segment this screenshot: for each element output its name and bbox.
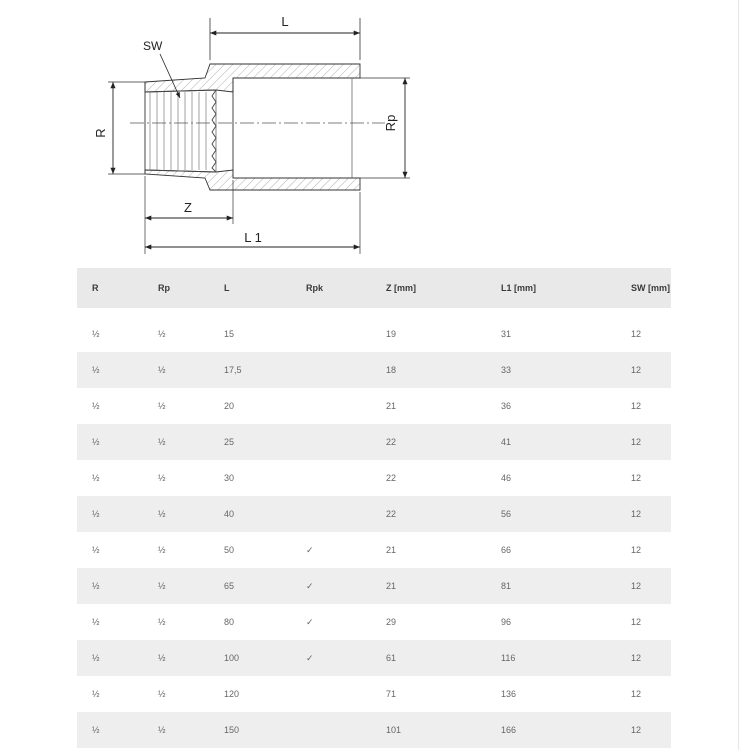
cell-l1: 136 — [486, 676, 616, 712]
cell-z: 22 — [371, 496, 486, 532]
cell-z: 19 — [371, 316, 486, 352]
cell-rpk: ✓ — [291, 532, 371, 568]
label-wrench: SW — [143, 39, 163, 53]
cell-rpk — [291, 712, 371, 748]
cell-z: 22 — [371, 460, 486, 496]
cell-sw: 12 — [616, 532, 671, 568]
cell-l: 100 — [209, 640, 291, 676]
cell-rpk — [291, 496, 371, 532]
cell-l: 17,5 — [209, 352, 291, 388]
cell-z: 18 — [371, 352, 486, 388]
cell-rp: ½ — [143, 568, 209, 604]
cell-l1: 66 — [486, 532, 616, 568]
table-row — [77, 532, 671, 568]
cell-r: ½ — [77, 352, 143, 388]
cell-l: 20 — [209, 388, 291, 424]
cell-rpk: ✓ — [291, 604, 371, 640]
cell-sw: 12 — [616, 604, 671, 640]
cell-r: ½ — [77, 316, 143, 352]
cell-l1: 31 — [486, 316, 616, 352]
header-sw: SW [mm] — [616, 268, 671, 308]
cell-l: 120 — [209, 676, 291, 712]
header-z: Z [mm] — [371, 268, 486, 308]
cell-l1: 56 — [486, 496, 616, 532]
cell-rpk: ✓ — [291, 640, 371, 676]
fitting-technical-drawing — [0, 0, 750, 262]
cell-z: 21 — [371, 532, 486, 568]
cell-rp: ½ — [143, 496, 209, 532]
cell-l1: 41 — [486, 424, 616, 460]
cell-l: 50 — [209, 532, 291, 568]
table-row — [77, 712, 671, 748]
dimensions-table — [77, 268, 671, 748]
cell-sw: 12 — [616, 352, 671, 388]
cell-sw: 12 — [616, 316, 671, 352]
cell-rp: ½ — [143, 352, 209, 388]
table-row — [77, 604, 671, 640]
header-l: L — [209, 268, 291, 308]
label-thread-outer: R — [93, 128, 108, 138]
cell-l1: 166 — [486, 712, 616, 748]
cell-r: ½ — [77, 604, 143, 640]
cell-rpk — [291, 424, 371, 460]
cell-sw: 12 — [616, 388, 671, 424]
cell-rpk — [291, 352, 371, 388]
cell-r: ½ — [77, 424, 143, 460]
cell-rp: ½ — [143, 388, 209, 424]
cell-l: 40 — [209, 496, 291, 532]
table-row — [77, 568, 671, 604]
cell-r: ½ — [77, 388, 143, 424]
header-r: R — [77, 268, 143, 308]
cell-l1: 81 — [486, 568, 616, 604]
cell-r: ½ — [77, 496, 143, 532]
cell-rp: ½ — [143, 532, 209, 568]
cell-rpk — [291, 676, 371, 712]
cell-z: 71 — [371, 676, 486, 712]
cell-rp: ½ — [143, 712, 209, 748]
table-header-row — [77, 268, 671, 308]
table-row — [77, 640, 671, 676]
cell-z: 21 — [371, 388, 486, 424]
table-row — [77, 496, 671, 532]
wall-bottom — [145, 170, 360, 190]
label-length: L — [281, 14, 289, 29]
cell-r: ½ — [77, 640, 143, 676]
cell-rp: ½ — [143, 316, 209, 352]
cell-rpk — [291, 316, 371, 352]
cell-l1: 33 — [486, 352, 616, 388]
table-row — [77, 352, 671, 388]
cell-rpk — [291, 388, 371, 424]
cell-l1: 46 — [486, 460, 616, 496]
cell-rp: ½ — [143, 424, 209, 460]
label-thread-inner: Rp — [383, 114, 398, 132]
table-row — [77, 460, 671, 496]
cell-l: 150 — [209, 712, 291, 748]
cell-z: 101 — [371, 712, 486, 748]
cell-r: ½ — [77, 568, 143, 604]
cell-l: 25 — [209, 424, 291, 460]
cell-l: 15 — [209, 316, 291, 352]
header-l1: L1 [mm] — [486, 268, 616, 308]
table-row — [77, 676, 671, 712]
cell-rp: ½ — [143, 460, 209, 496]
cell-z: 61 — [371, 640, 486, 676]
cell-l1: 116 — [486, 640, 616, 676]
cell-sw: 12 — [616, 640, 671, 676]
cell-l: 80 — [209, 604, 291, 640]
table-row — [77, 424, 671, 460]
cell-rpk: ✓ — [291, 568, 371, 604]
cell-sw: 12 — [616, 676, 671, 712]
cell-sw: 12 — [616, 712, 671, 748]
label-offset: Z — [184, 200, 192, 215]
cell-r: ½ — [77, 712, 143, 748]
label-total-length: L 1 — [244, 230, 262, 245]
cell-r: ½ — [77, 460, 143, 496]
cell-z: 22 — [371, 424, 486, 460]
cell-l: 65 — [209, 568, 291, 604]
header-rpk: Rpk — [291, 268, 371, 308]
thread-profile — [145, 90, 216, 172]
cell-r: ½ — [77, 532, 143, 568]
cell-sw: 12 — [616, 496, 671, 532]
cell-sw: 12 — [616, 460, 671, 496]
cell-rp: ½ — [143, 640, 209, 676]
cell-l: 30 — [209, 460, 291, 496]
cell-sw: 12 — [616, 424, 671, 460]
table-row — [77, 388, 671, 424]
cell-rp: ½ — [143, 604, 209, 640]
cell-sw: 12 — [616, 568, 671, 604]
cell-rpk — [291, 460, 371, 496]
cell-r: ½ — [77, 676, 143, 712]
header-rp: Rp — [143, 268, 209, 308]
table-row — [77, 316, 671, 352]
cell-l1: 36 — [486, 388, 616, 424]
cell-l1: 96 — [486, 604, 616, 640]
wall-top — [145, 64, 360, 92]
cell-z: 21 — [371, 568, 486, 604]
cell-rp: ½ — [143, 676, 209, 712]
cell-z: 29 — [371, 604, 486, 640]
